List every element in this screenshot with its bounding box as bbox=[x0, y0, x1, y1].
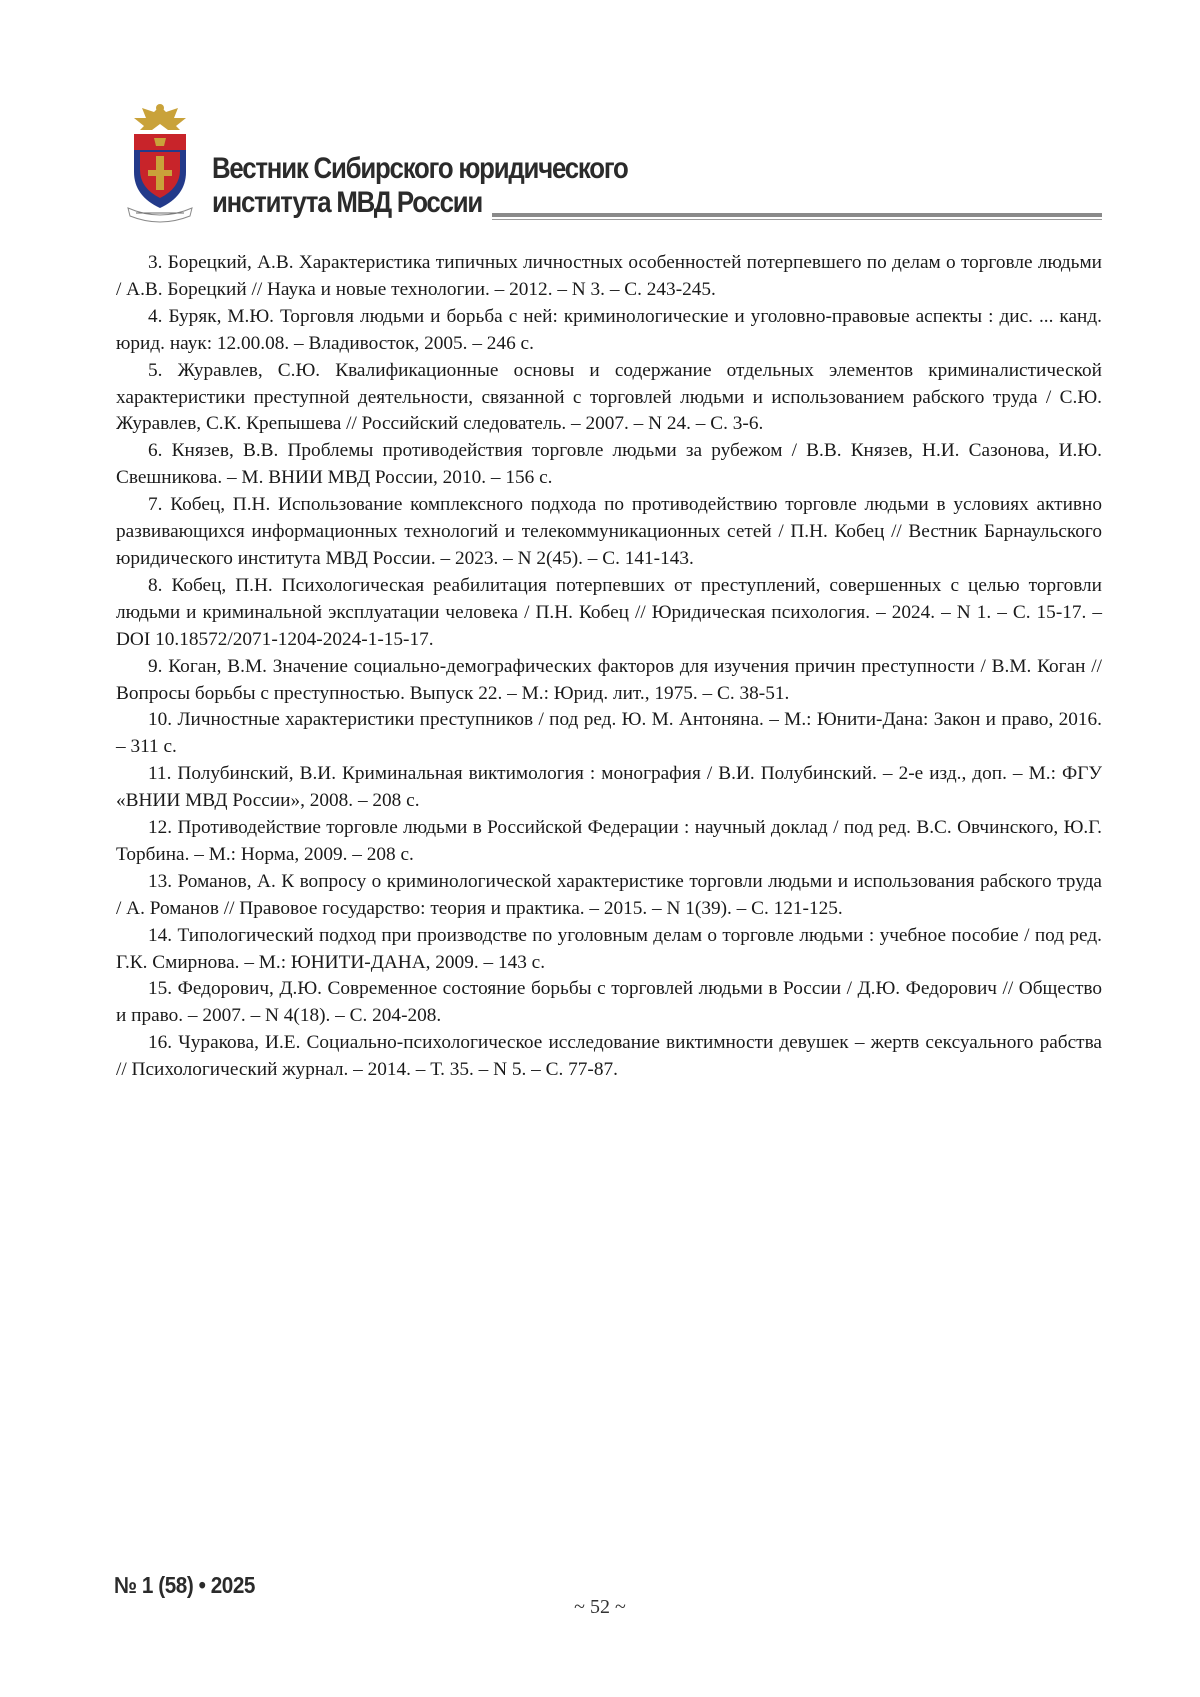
header-rule-thin bbox=[492, 219, 1102, 220]
header-rule bbox=[492, 213, 1102, 217]
reference-list bbox=[116, 250, 1102, 1084]
reference-item: 5. Журавлев, С.Ю. Квалификационные основы и содержание отдельных элементов кримина­листической характеристики преступной деятельности, связанной с торговлей людьми и исполь­зованием рабского труда / С.Ю. Журавлев, С.К. Крепышева // Российский следователь. – 2007. – N 24. – С. 3-6. bbox=[116, 358, 1102, 439]
issue-number: № 1 (58) • 2025 bbox=[114, 1572, 255, 1599]
reference-item: 10. Личностные характеристики преступников / под ред. Ю. М. Антоняна. – М.: Юнити-Дана: Закон и право, 2016. – 311 с. bbox=[116, 707, 1102, 761]
reference-item: 14. Типологический подход при производстве по уголовным делам о торговле людьми : учеб­ное пособие / под ред. Г.К. Смирнова. – М.: ЮНИТИ-ДАНА, 2009. – 143 с. bbox=[116, 923, 1102, 977]
mvd-emblem-icon bbox=[120, 100, 200, 224]
reference-item: 4. Буряк, М.Ю. Торговля людьми и борьба с ней: криминологические и уголовно-правовые аспекты : дис. ... канд. юрид. наук: 12.00.08. – Владивосток, 2005. – 246 с. bbox=[116, 304, 1102, 358]
journal-title bbox=[212, 152, 628, 220]
journal-title-line1: Вестник Сибирского юридического bbox=[212, 152, 628, 186]
reference-item: 6. Князев, В.В. Проблемы противодействия торговле людьми за рубежом / В.В. Князев, Н.И. Сазонова, И.Ю. Свешникова. – М. ВНИИ МВД России, 2010. – 156 с. bbox=[116, 438, 1102, 492]
reference-item: 16. Чуракова, И.Е. Социально-психологическое исследование виктимности девушек – жертв сексуального рабства // Психологический журнал. – 2014. – Т. 35. – N 5. – С. 77-87. bbox=[116, 1030, 1102, 1084]
reference-item: 15. Федорович, Д.Ю. Современное состояние борьбы с торговлей людьми в России / Д.Ю. Федорович // Общество и право. – 2007. – N 4(18). – С. 204-208. bbox=[116, 976, 1102, 1030]
journal-title-line2: института МВД России bbox=[212, 186, 628, 220]
reference-item: 9. Коган, В.М. Значение социально-демографических факторов для изучения причин преступ­ности / В.М. Коган // Вопросы борьбы с преступностью. Выпуск 22. – М.: Юрид. лит., 1975. – С. 38-51. bbox=[116, 654, 1102, 708]
reference-item: 11. Полубинский, В.И. Криминальная виктимология : монография / В.И. Полубинский. – 2-е изд., доп. – М.: ФГУ «ВНИИ МВД России», 2008. – 208 с. bbox=[116, 761, 1102, 815]
reference-item: 8. Кобец, П.Н. Психологическая реабилитация потерпевших от преступлений, совершенных с целью торговли людьми и криминальной эксплуатации человека / П.Н. Кобец // Юридическая психология. – 2024. – N 1. – С. 15-17. – DOI 10.18572/2071-1204-2024-1-15-17. bbox=[116, 573, 1102, 654]
reference-item: 12. Противодействие торговле людьми в Российской Федерации : научный доклад / под ред. В.С. Овчинского, Ю.Г. Торбина. – М.: Норма, 2009. – 208 с. bbox=[116, 815, 1102, 869]
page-header bbox=[120, 100, 1100, 230]
page-number: ~ 52 ~ bbox=[0, 1596, 1200, 1619]
reference-item: 3. Борецкий, А.В. Характеристика типичных личностных особенностей потерпевшего по делам о торговле людьми / А.В. Борецкий // Наука и новые технологии. – 2012. – N 3. – С. 243-245. bbox=[116, 250, 1102, 304]
reference-item: 7. Кобец, П.Н. Использование комплексного подхода по противодействию торговле людьми в условиях активно развивающихся информационных технологий и телекоммуникационных сетей / П.Н. Кобец // Вестник Барнаульского юридического института МВД России. – 2023. – N 2(45). – С. 141-143. bbox=[116, 492, 1102, 573]
reference-item: 13. Романов, А. К вопросу о криминологической характеристике торговли людьми и исполь­зования рабского труда / А. Романов // Правовое государство: теория и практика. – 2015. – N 1(39). – С. 121-125. bbox=[116, 869, 1102, 923]
